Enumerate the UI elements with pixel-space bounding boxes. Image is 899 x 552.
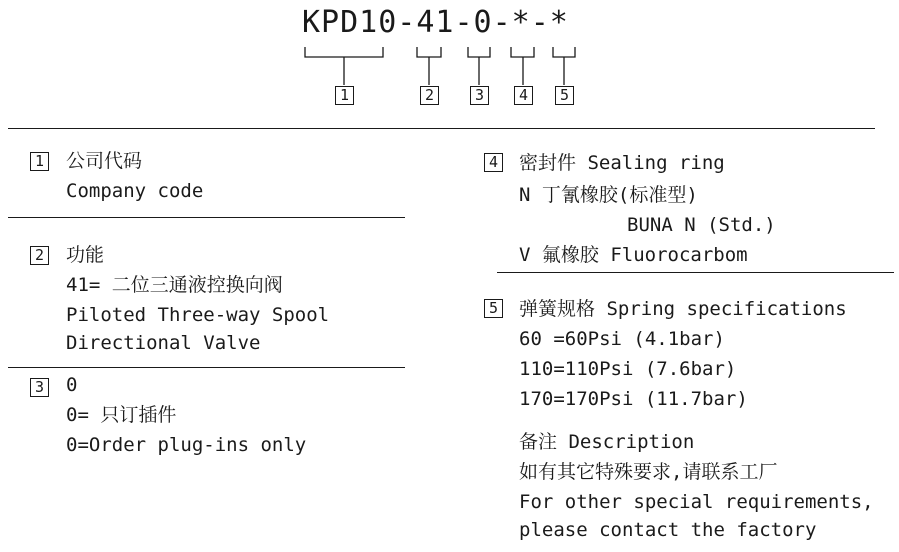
index-box-1: 1 bbox=[335, 86, 354, 105]
model-code: KPD10-41-0-*-* bbox=[302, 5, 569, 40]
model-code-brackets bbox=[0, 0, 899, 140]
section5-option-110: 110=110Psi (7.6bar) bbox=[519, 358, 737, 380]
section1-divider bbox=[8, 217, 405, 218]
section3-number-box: 3 bbox=[30, 378, 49, 397]
section2-desc-line2: Directional Valve bbox=[66, 332, 261, 354]
section4-number-box: 4 bbox=[484, 153, 503, 172]
section5-option-60: 60 =60Psi (4.1bar) bbox=[519, 328, 725, 350]
section3-option-en: 0=Order plug-ins only bbox=[66, 434, 307, 456]
section2-option-41: 41= 二位三通液控换向阀 bbox=[66, 274, 283, 296]
section3-option-cn: 0= 只订插件 bbox=[66, 404, 177, 426]
section2-divider bbox=[8, 367, 405, 368]
section5-option-170: 170=170Psi (11.7bar) bbox=[519, 388, 748, 410]
section5-number-box: 5 bbox=[484, 299, 503, 318]
index-box-3: 3 bbox=[470, 86, 489, 105]
section5-title: 弹簧规格 Spring specifications bbox=[519, 298, 847, 320]
section1-company-code: Company code bbox=[66, 180, 204, 202]
section2-desc-line1: Piloted Three-way Spool bbox=[66, 304, 330, 326]
section4-option-n: N 丁氰橡胶(标准型) bbox=[519, 184, 698, 206]
section2-title: 功能 bbox=[66, 244, 105, 266]
remark-line-en2: please contact the factory bbox=[519, 519, 817, 541]
remark-title: 备注 Description bbox=[519, 431, 695, 453]
section4-option-v: V 氟橡胶 Fluorocarbom bbox=[519, 244, 748, 266]
top-divider bbox=[8, 128, 875, 129]
index-box-4: 4 bbox=[514, 86, 533, 105]
section4-option-n-en: BUNA N (Std.) bbox=[627, 214, 776, 236]
section1-number-box: 1 bbox=[30, 152, 49, 171]
section4-divider bbox=[497, 272, 894, 273]
remark-line-en1: For other special requirements, bbox=[519, 491, 874, 513]
section4-title: 密封件 Sealing ring bbox=[519, 152, 725, 174]
index-box-5: 5 bbox=[555, 86, 574, 105]
index-box-2: 2 bbox=[420, 86, 439, 105]
section2-number-box: 2 bbox=[30, 246, 49, 265]
remark-line-cn: 如有其它特殊要求,请联系工厂 bbox=[519, 461, 778, 483]
section3-title: 0 bbox=[66, 374, 78, 396]
section1-title: 公司代码 bbox=[66, 150, 143, 172]
